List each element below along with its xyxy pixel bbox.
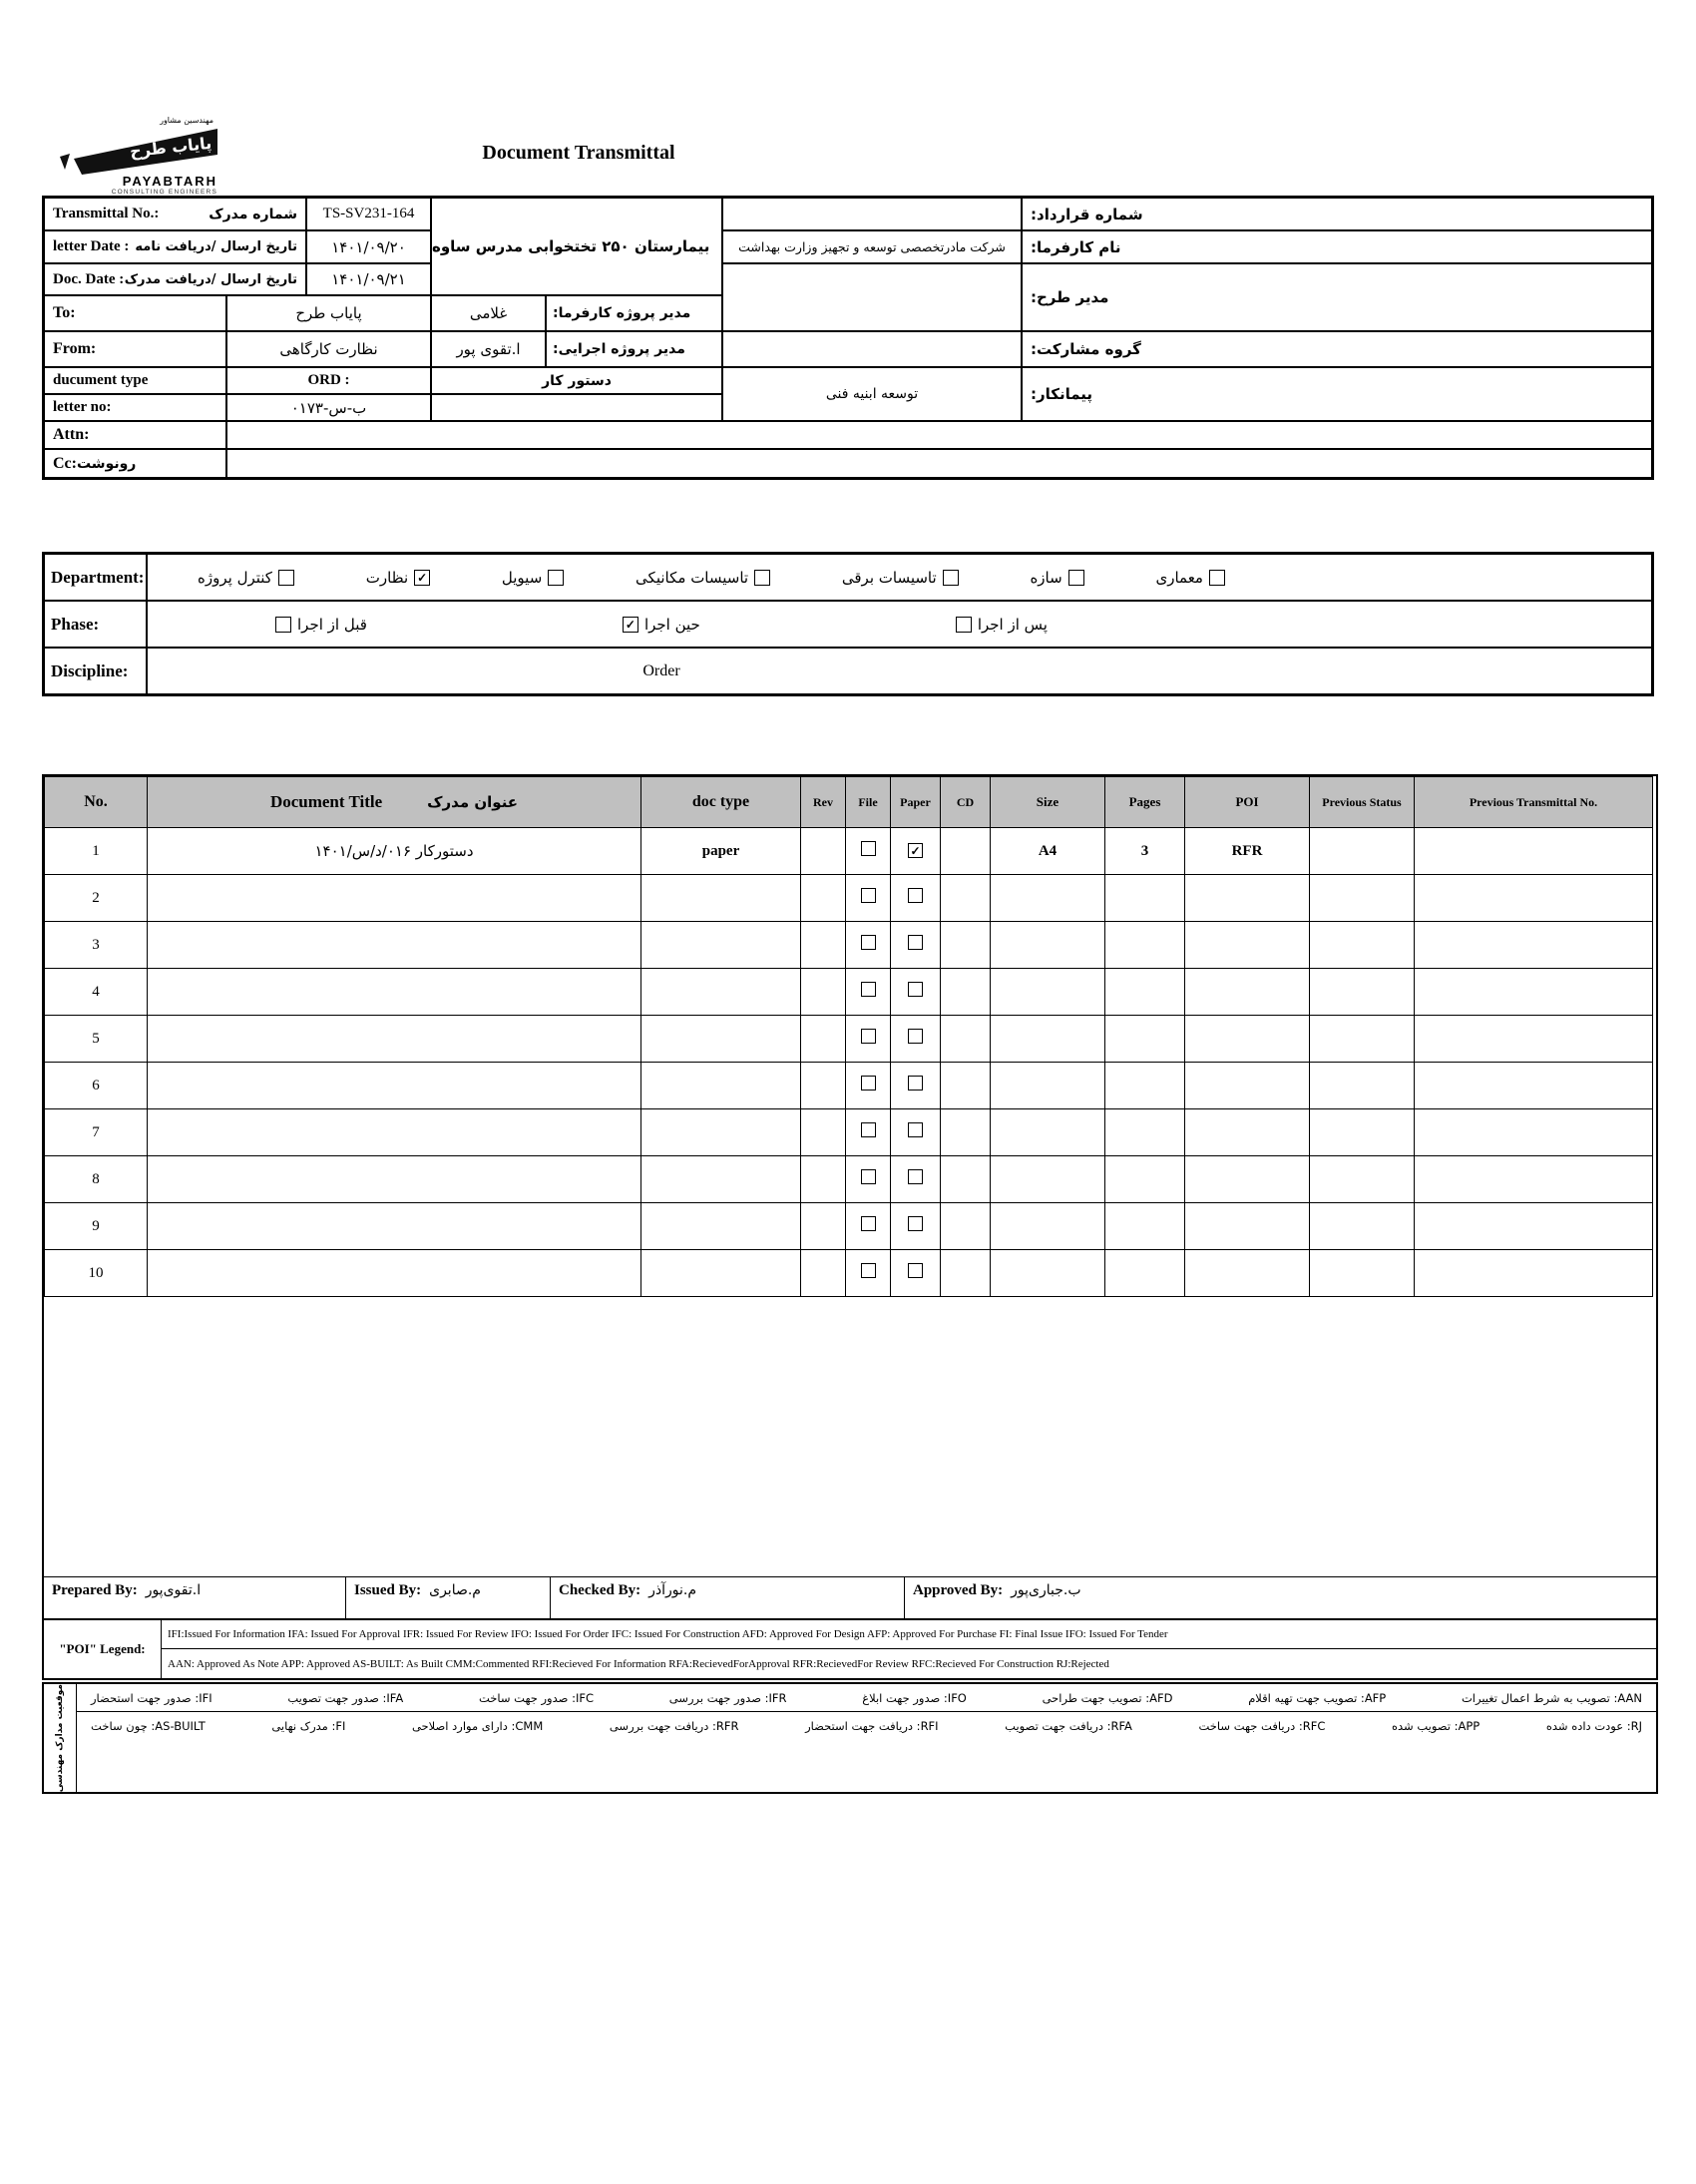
issued-by-name: م.صابری	[429, 1582, 481, 1598]
page-title: Document Transmittal	[482, 142, 675, 164]
row-pages	[1105, 1016, 1185, 1063]
letter-no-value: ب-س-۰۱۷۳	[226, 394, 431, 421]
row-cd	[941, 1109, 991, 1156]
paper-checkbox[interactable]	[908, 935, 923, 950]
row-rev	[801, 1016, 846, 1063]
paper-checkbox[interactable]	[908, 1076, 923, 1091]
file-checkbox[interactable]	[861, 1169, 876, 1184]
contract-no-value	[722, 198, 1022, 230]
approved-by-name: ب.جباری‌پور	[1011, 1582, 1081, 1598]
fa-legend-line-1	[77, 1684, 1656, 1712]
row-size	[991, 1250, 1105, 1297]
fa-legend-item: FI: مدرک نهایی	[271, 1719, 346, 1733]
row-cd	[941, 1156, 991, 1203]
row-doc-type	[641, 1063, 801, 1109]
paper-checkbox[interactable]	[908, 1122, 923, 1137]
header-file: File	[846, 777, 891, 828]
row-no: 8	[45, 1156, 148, 1203]
row-paper	[891, 1203, 941, 1250]
prepared-by-cell: Prepared By: ا.تقوی‌پور	[44, 1577, 346, 1627]
fa-legend-item: APP: تصویب شده	[1392, 1719, 1481, 1733]
header-cd: CD	[941, 777, 991, 828]
document-table	[44, 776, 1653, 1297]
table-row	[45, 1016, 1653, 1063]
row-doc-type	[641, 1250, 801, 1297]
table-row	[45, 1109, 1653, 1156]
row-size	[991, 922, 1105, 969]
header-poi: POI	[1185, 777, 1310, 828]
table-row	[45, 1063, 1653, 1109]
doc-date-label-en: Doc. Date :	[53, 270, 125, 287]
row-previous-status	[1310, 1016, 1415, 1063]
department-option[interactable]: سیویل	[502, 569, 564, 587]
row-file	[846, 1203, 891, 1250]
row-title	[148, 969, 641, 1016]
row-rev	[801, 1250, 846, 1297]
row-doc-type	[641, 1109, 801, 1156]
file-checkbox[interactable]	[861, 1122, 876, 1137]
department-option[interactable]: نظارت ✓	[366, 569, 430, 587]
row-no: 4	[45, 969, 148, 1016]
row-no: 9	[45, 1203, 148, 1250]
letter-no-label: letter no:	[44, 394, 226, 421]
row-previous-status	[1310, 875, 1415, 922]
table-row	[45, 828, 1653, 875]
row-size	[991, 1063, 1105, 1109]
issued-by-cell: Issued By: م.صابری	[346, 1577, 551, 1627]
row-doc-type: paper	[641, 828, 801, 875]
row-pages	[1105, 875, 1185, 922]
phase-items	[147, 601, 1652, 648]
row-pages	[1105, 1109, 1185, 1156]
fa-legend-item: AAN: تصویب به شرط اعمال تغییرات	[1461, 1690, 1642, 1705]
department-items	[147, 554, 1652, 601]
logo-en-subtitle: CONSULTING ENGINEERS	[111, 189, 217, 197]
design-manager-value	[722, 263, 1022, 331]
file-checkbox[interactable]	[861, 1263, 876, 1278]
checked-by-cell: Checked By: م.نورآذر	[551, 1577, 905, 1627]
row-previous-status	[1310, 828, 1415, 875]
fa-legend-item: AFP: تصویب جهت تهیه اقلام	[1248, 1690, 1387, 1705]
row-poi	[1185, 1250, 1310, 1297]
attn-value[interactable]	[226, 421, 1652, 449]
table-row	[45, 922, 1653, 969]
file-checkbox[interactable]	[861, 841, 876, 856]
row-pages	[1105, 1250, 1185, 1297]
fa-legend-item: IFC: صدور جهت ساخت	[478, 1690, 594, 1705]
row-pages	[1105, 969, 1185, 1016]
document-type-label: ducument type	[44, 367, 226, 394]
fa-legend-item: IFR: صدور جهت بررسی	[668, 1690, 787, 1705]
row-previous-transmittal	[1415, 1109, 1653, 1156]
row-rev	[801, 969, 846, 1016]
department-option[interactable]: تاسیسات مکانیکی	[636, 569, 770, 587]
table-row	[45, 969, 1653, 1016]
from-person: ا.تقوی پور	[431, 331, 546, 367]
classification-table	[42, 552, 1654, 696]
checked-by-name: م.نورآذر	[648, 1582, 696, 1598]
phase-checkbox[interactable]	[623, 617, 638, 633]
fa-legend-line-2	[77, 1712, 1656, 1740]
row-cd	[941, 922, 991, 969]
row-file	[846, 1016, 891, 1063]
row-doc-type	[641, 1203, 801, 1250]
row-cd	[941, 1063, 991, 1109]
client-pm-label: مدیر پروژه کارفرما:	[546, 295, 722, 331]
paper-checkbox[interactable]	[908, 888, 923, 903]
transmittal-no-value: TS-SV231-164	[306, 198, 431, 230]
cc-value[interactable]	[226, 449, 1652, 478]
file-checkbox[interactable]	[861, 1029, 876, 1044]
paper-checkbox[interactable]	[908, 843, 923, 858]
department-checkbox[interactable]	[754, 570, 770, 586]
document-type-value: ORD :	[226, 367, 431, 394]
row-file	[846, 875, 891, 922]
department-option[interactable]: معماری	[1155, 569, 1225, 587]
row-no: 3	[45, 922, 148, 969]
row-no: 7	[45, 1109, 148, 1156]
row-doc-type	[641, 922, 801, 969]
partnership-group-value	[722, 331, 1022, 367]
row-title: دستورکار ۰۱۶/د/س/۱۴۰۱	[148, 828, 641, 875]
poi-legend-label: "POI" Legend:	[44, 1620, 162, 1678]
poi-legend-line-2: AAN: Approved As Note APP: Approved AS-BUILT: As Built CMM:Commented RFI:Recieved For Information RFA:RecievedForApproval RFR:RecievedFor Review RFC:Recieved For Construction RJ:Rejected	[168, 1657, 1109, 1670]
row-paper	[891, 922, 941, 969]
row-previous-transmittal	[1415, 1203, 1653, 1250]
attn-label: Attn:	[44, 421, 226, 449]
row-rev	[801, 828, 846, 875]
row-size	[991, 969, 1105, 1016]
department-checkbox[interactable]	[943, 570, 959, 586]
header-paper: Paper	[891, 777, 941, 828]
row-title	[148, 1063, 641, 1109]
fa-legend-side-label: موقعیت مدارک مهندسی	[44, 1684, 77, 1792]
from-label: From:	[44, 331, 226, 367]
letter-date-label	[44, 230, 306, 263]
fa-legend-item: IFA: صدور جهت تصویب	[287, 1690, 404, 1705]
row-pages	[1105, 1063, 1185, 1109]
department-checkbox[interactable]	[1068, 570, 1084, 586]
row-poi	[1185, 922, 1310, 969]
department-option[interactable]: کنترل پروژه	[198, 569, 294, 587]
discipline-value: Order	[642, 661, 680, 679]
fa-legend-item: RFI: دریافت جهت استحضار	[805, 1719, 939, 1733]
fa-legend-item: RFA: دریافت جهت تصویب	[1005, 1719, 1132, 1733]
logo-band	[60, 125, 217, 175]
row-poi	[1185, 1156, 1310, 1203]
table-blank-area	[44, 1297, 1656, 1576]
row-previous-transmittal	[1415, 1063, 1653, 1109]
phase-option[interactable]: پس از اجرا	[956, 616, 1048, 634]
table-row	[45, 1156, 1653, 1203]
row-paper	[891, 1063, 941, 1109]
row-cd	[941, 1250, 991, 1297]
to-label: To:	[44, 295, 226, 331]
row-previous-status	[1310, 1109, 1415, 1156]
phase-option[interactable]: ✓ حین اجرا	[623, 616, 700, 634]
department-option[interactable]: تاسیسات برقی	[842, 569, 959, 587]
row-rev	[801, 922, 846, 969]
row-poi	[1185, 1203, 1310, 1250]
row-previous-transmittal	[1415, 969, 1653, 1016]
row-file	[846, 1109, 891, 1156]
paper-checkbox[interactable]	[908, 1169, 923, 1184]
fa-legend-item: IFI: صدور جهت استحضار	[91, 1690, 212, 1705]
doc-date-label-fa: تاریخ ارسال /دریافت مدرک	[124, 271, 297, 287]
row-previous-transmittal	[1415, 1156, 1653, 1203]
row-doc-type	[641, 875, 801, 922]
row-file	[846, 969, 891, 1016]
row-previous-status	[1310, 1156, 1415, 1203]
client-name-value: شرکت مادرتخصصی توسعه و تجهیز وزارت بهداشت	[722, 230, 1022, 263]
to-person: غلامی	[431, 295, 546, 331]
row-doc-type	[641, 1156, 801, 1203]
fa-legend-item: AFD: تصویب جهت طراحی	[1042, 1690, 1173, 1705]
row-size	[991, 1156, 1105, 1203]
poi-legend-rows	[162, 1620, 1656, 1678]
row-poi	[1185, 875, 1310, 922]
executive-pm-label: مدیر پروژه اجرایی:	[546, 331, 722, 367]
discipline-value-cell	[147, 648, 1652, 694]
row-no: 5	[45, 1016, 148, 1063]
table-row	[45, 1203, 1653, 1250]
row-pages	[1105, 1156, 1185, 1203]
row-doc-type	[641, 969, 801, 1016]
letter-date-label-en: letter Date :	[53, 238, 130, 254]
row-file	[846, 828, 891, 875]
row-poi	[1185, 1016, 1310, 1063]
document-type-value-fa: دستور کار	[431, 367, 722, 394]
row-previous-transmittal	[1415, 1016, 1653, 1063]
row-file	[846, 922, 891, 969]
from-value: نظارت کارگاهی	[226, 331, 431, 367]
row-doc-type	[641, 1016, 801, 1063]
fa-legend-block	[42, 1682, 1658, 1794]
fa-legend-item: AS-BUILT: چون ساخت	[91, 1719, 206, 1733]
client-name-label: نام کارفرما:	[1022, 230, 1652, 263]
letter-date-label-fa: تاریخ ارسال /دریافت نامه	[135, 239, 297, 254]
header-rev: Rev	[801, 777, 846, 828]
table-header-row	[45, 777, 1653, 828]
row-previous-transmittal	[1415, 922, 1653, 969]
row-size	[991, 1203, 1105, 1250]
row-rev	[801, 875, 846, 922]
paper-checkbox[interactable]	[908, 1216, 923, 1231]
header-doc-type: doc type	[641, 777, 801, 828]
row-pages: 3	[1105, 828, 1185, 875]
department-checkbox[interactable]	[548, 570, 564, 586]
transmittal-no-label	[44, 198, 306, 230]
row-cd	[941, 1016, 991, 1063]
row-previous-transmittal	[1415, 875, 1653, 922]
row-size	[991, 1109, 1105, 1156]
row-paper	[891, 828, 941, 875]
row-title	[148, 1203, 641, 1250]
logo-fa-tagline: مهندسین مشاور	[160, 116, 213, 125]
prepared-by-name: ا.تقوی‌پور	[145, 1582, 202, 1598]
phase-label: Phase:	[44, 601, 147, 648]
file-checkbox[interactable]	[861, 1216, 876, 1231]
row-title	[148, 1156, 641, 1203]
row-title	[148, 922, 641, 969]
row-poi: RFR	[1185, 828, 1310, 875]
contractor-label: پیمانکار:	[1022, 367, 1652, 421]
row-cd	[941, 875, 991, 922]
row-paper	[891, 1250, 941, 1297]
department-label: Department:	[44, 554, 147, 601]
row-rev	[801, 1203, 846, 1250]
department-checkbox[interactable]	[278, 570, 294, 586]
row-title	[148, 1109, 641, 1156]
row-paper	[891, 1156, 941, 1203]
row-previous-transmittal	[1415, 828, 1653, 875]
header-pages: Pages	[1105, 777, 1185, 828]
partnership-group-label: گروه مشارکت:	[1022, 331, 1652, 367]
phase-checkbox[interactable]	[275, 617, 291, 633]
row-rev	[801, 1063, 846, 1109]
row-previous-status	[1310, 922, 1415, 969]
fa-legend-item: CMM: دارای موارد اصلاحی	[411, 1719, 544, 1733]
fa-legend-item: RJ: عودت داده شده	[1545, 1719, 1642, 1733]
row-no: 10	[45, 1250, 148, 1297]
row-size	[991, 875, 1105, 922]
contract-no-label: شماره قرارداد:	[1022, 198, 1652, 230]
header-document-title: Document Title عنوان مدرک	[148, 777, 641, 828]
to-value: پایاب طرح	[226, 295, 431, 331]
row-poi	[1185, 1063, 1310, 1109]
row-no: 1	[45, 828, 148, 875]
row-size: A4	[991, 828, 1105, 875]
file-checkbox[interactable]	[861, 888, 876, 903]
fa-legend-item: IFO: صدور جهت ابلاغ	[862, 1690, 967, 1705]
discipline-label: Discipline:	[44, 648, 147, 694]
project-name: بیمارستان ۲۵۰ تختخوابی مدرس ساوه	[431, 198, 722, 295]
row-paper	[891, 875, 941, 922]
design-manager-label: مدیر طرح:	[1022, 263, 1652, 331]
contractor-value: توسعه ابنیه فنی	[722, 367, 1022, 421]
company-logo	[60, 116, 217, 196]
table-row	[45, 875, 1653, 922]
header-size: Size	[991, 777, 1105, 828]
file-checkbox[interactable]	[861, 1076, 876, 1091]
row-title	[148, 875, 641, 922]
row-file	[846, 1250, 891, 1297]
department-checkbox[interactable]	[1209, 570, 1225, 586]
fa-legend-item: RFC: دریافت جهت ساخت	[1198, 1719, 1326, 1733]
table-row	[45, 1250, 1653, 1297]
row-pages	[1105, 1203, 1185, 1250]
header-previous-transmittal-no: Previous Transmittal No.	[1415, 777, 1653, 828]
row-cd	[941, 828, 991, 875]
cc-label: Cc: رونوشت	[44, 449, 226, 478]
row-paper	[891, 1109, 941, 1156]
transmittal-no-label-en: Transmittal No.:	[53, 206, 160, 221]
row-no: 6	[45, 1063, 148, 1109]
header-no: No.	[45, 777, 148, 828]
fa-legend-rows	[77, 1684, 1656, 1792]
row-rev	[801, 1156, 846, 1203]
fa-legend-item: RFR: دریافت جهت بررسی	[609, 1719, 739, 1733]
header-previous-status: Previous Status	[1310, 777, 1415, 828]
row-rev	[801, 1109, 846, 1156]
row-poi	[1185, 1109, 1310, 1156]
row-poi	[1185, 969, 1310, 1016]
row-file	[846, 1156, 891, 1203]
department-option[interactable]: سازه	[1030, 569, 1083, 587]
row-previous-status	[1310, 1203, 1415, 1250]
row-cd	[941, 969, 991, 1016]
logo-fa-name: پایاب طرح	[128, 133, 212, 162]
row-size	[991, 1016, 1105, 1063]
paper-checkbox[interactable]	[908, 1263, 923, 1278]
row-previous-status	[1310, 1250, 1415, 1297]
row-no: 2	[45, 875, 148, 922]
poi-legend-block	[42, 1618, 1658, 1680]
doc-date-label	[44, 263, 306, 295]
department-checkbox[interactable]	[414, 570, 430, 586]
transmittal-no-label-fa: شماره مدرک	[209, 206, 297, 222]
row-previous-transmittal	[1415, 1250, 1653, 1297]
approved-by-cell: Approved By: ب.جباری‌پور	[913, 1582, 1081, 1598]
paper-checkbox[interactable]	[908, 1029, 923, 1044]
row-paper	[891, 1016, 941, 1063]
file-checkbox[interactable]	[861, 935, 876, 950]
phase-checkbox[interactable]	[956, 617, 972, 633]
row-file	[846, 1063, 891, 1109]
phase-option[interactable]: قبل از اجرا	[275, 616, 367, 634]
letter-date-value: ۱۴۰۱/۰۹/۲۰	[306, 230, 431, 263]
header-table	[42, 196, 1654, 480]
poi-legend-line-1: IFI:Issued For Information IFA: Issued For Approval IFR: Issued For Review IFO: Issued For Order IFC: Issued For Construction AFD: Approved For Design AFP: Approved For Purchase FI: Final Issue IFO: Issued For Tender	[162, 1620, 1656, 1649]
logo-en-name: PAYABTARH	[122, 174, 217, 189]
row-pages	[1105, 922, 1185, 969]
document-list-block	[42, 774, 1658, 1629]
file-checkbox[interactable]	[861, 982, 876, 997]
row-title	[148, 1016, 641, 1063]
row-previous-status	[1310, 1063, 1415, 1109]
paper-checkbox[interactable]	[908, 982, 923, 997]
row-title	[148, 1250, 641, 1297]
row-cd	[941, 1203, 991, 1250]
row-previous-status	[1310, 969, 1415, 1016]
letter-no-spacer	[431, 394, 722, 421]
doc-date-value: ۱۴۰۱/۰۹/۲۱	[306, 263, 431, 295]
row-paper	[891, 969, 941, 1016]
